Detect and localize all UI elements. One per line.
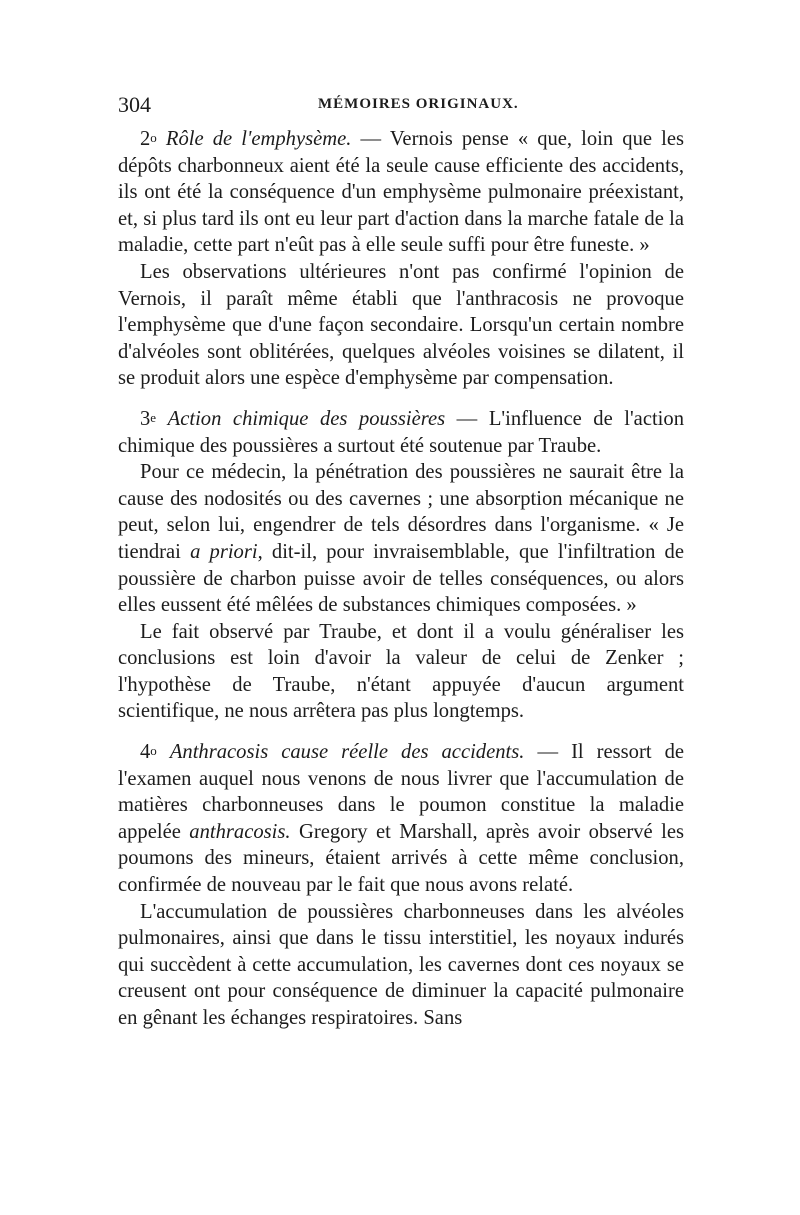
section-3-body: — L'influence de l'action chimique des poussières a surtout été soutenue par Traube. <box>118 407 684 457</box>
section-4-body-italic: anthracosis. <box>189 820 291 843</box>
section-4-body-a: — Il ressort de l'examen auquel nous venons de nous livrer que l'accumulation de matières charbonneuses dans le poumon constitue la maladie appelée <box>118 741 685 843</box>
section-2-body: — Vernois pense « que, loin que les dépôts charbonneux aient été la seule cause efficiente des accidents, ils ont été la conséquence d'un emphysème pulmonaire préexistant, et, si plus tard ils ont eu leur part d'action dans la marche fatale de la maladie, cette part n'eût pas à elle seule suffi pour être funeste. » <box>118 128 684 257</box>
section-2-paragraph <box>118 126 684 259</box>
document-page <box>118 92 684 1032</box>
page-number: 304 <box>118 92 151 117</box>
section-3-para2-a: Pour ce médecin, la pénétration des poussières ne saurait être la cause des nodosités ou des cavernes ; une absorption mécanique ne peut, selon lui, engendrer de tels désordres dans l'organisme. « Je tiendrai <box>118 461 684 563</box>
section-3-number-superscript: e <box>150 409 157 425</box>
section-3-number: 3 <box>140 407 151 430</box>
section-2-number-superscript: o <box>150 130 157 145</box>
section-4-number-superscript: o <box>150 743 157 759</box>
section-2-paragraph-2: Les observations ultérieures n'ont pas confirmé l'opinion de Vernois, il paraît même établi que l'anthracosis ne provoque l'emphysème que d'une façon secondaire. Lorsqu'un certain nombre d'alvéoles sont oblitérées, quelques alvéoles voisines se dilatent, il se produit alors une espèce d'emphysème par compensation. <box>118 260 684 390</box>
running-title: MÉMOIRES ORIGINAUX. <box>318 96 519 112</box>
section-3-paragraph-2 <box>118 459 684 619</box>
section-3-para2-b: , dit-il, pour invraisemblable, que l'infiltration de poussière de charbon puisse avoir de telles conséquences, ou alors elles eussent été mêlées de substances chimiques composées. » <box>118 540 684 617</box>
section-3-heading: Action chimique des poussières <box>167 407 446 430</box>
running-head <box>118 92 684 126</box>
section-4-paragraph <box>118 739 684 899</box>
section-3-paragraph <box>118 406 684 459</box>
section-4-body-b: Gregory et Marshall, après avoir observé les poumons des mineurs, étaient arrivés à cette même conclusion, confirmée de nouveau par le fait que nous avons relaté. <box>118 820 684 897</box>
section-4-paragraph-2: L'accumulation de poussières charbonneuses dans les alvéoles pulmonaires, ainsi que dans le tissu interstitiel, les noyaux indurés qui succèdent à cette accumulation, les cavernes dont ces noyaux se creusent ont pour conséquence de diminuer la capacité pulmonaire en gênant les échanges respiratoires. Sans <box>118 900 684 1029</box>
section-2-heading: Rôle de l'emphysème. <box>165 128 352 150</box>
section-4-heading: Anthracosis cause réelle des accidents. <box>169 741 525 764</box>
section-3-para2-italic: a priori <box>190 540 258 563</box>
section-2-number: 2 <box>140 128 151 150</box>
section-3-paragraph-3: Le fait observé par Traube, et dont il a voulu généraliser les conclusions est loin d'avoir la valeur de celui de Zenker ; l'hypothèse de Traube, n'étant appuyée d'aucun argument scientifique, ne nous arrêtera pas plus longtemps. <box>118 620 684 723</box>
section-4-number: 4 <box>140 741 151 764</box>
